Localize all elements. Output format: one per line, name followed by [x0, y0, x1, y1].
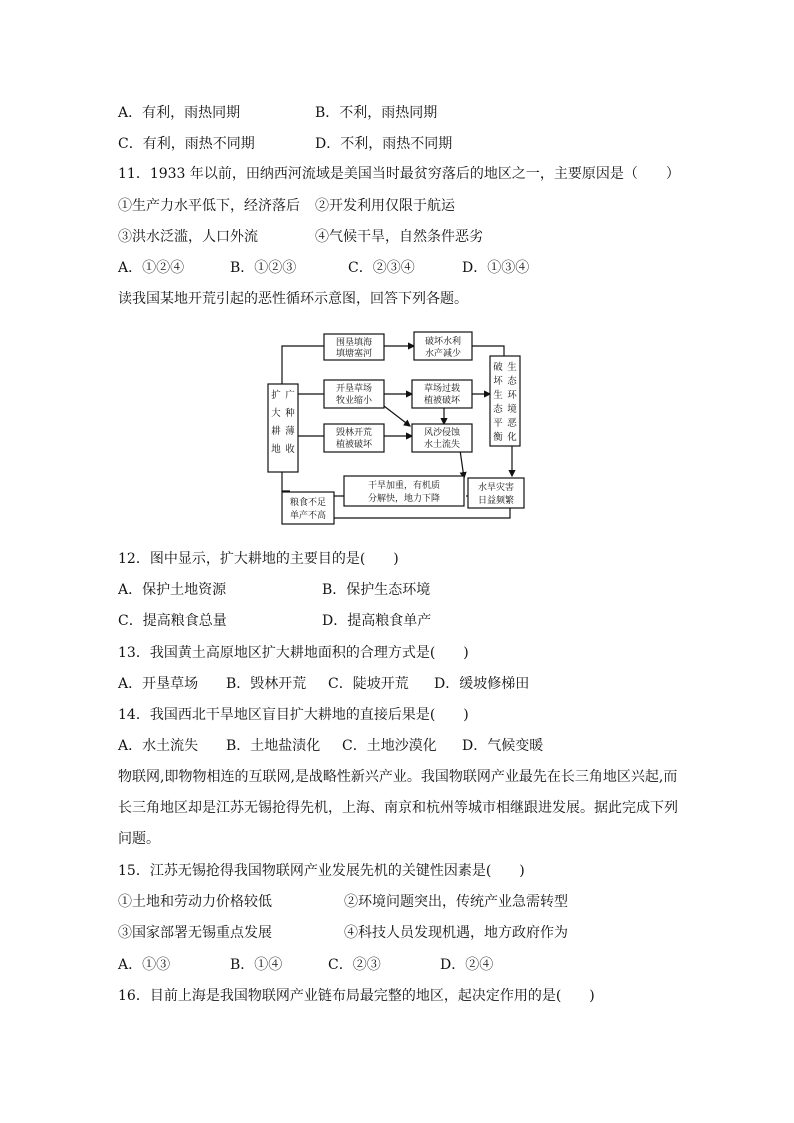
label-disaster-2: 日益频繁 — [477, 496, 515, 506]
q15-option-d: D．②④ — [440, 957, 494, 973]
q11-statement-2: ②开发利用仅限于航运 — [315, 198, 455, 214]
label-disaster-1: 水旱灾害 — [477, 483, 515, 493]
q15-stem: 15．江苏无锡抢得我国物联网产业发展先机的关键性因素是( ) — [118, 863, 525, 879]
label-wind-2: 水土流失 — [423, 440, 461, 450]
q11-statement-4: ④气候干旱，自然条件恶劣 — [315, 229, 483, 245]
label-pasture-1: 开垦草场 — [335, 384, 373, 394]
iot-intro-paragraph: 物联网,即物物相连的互联网,是战略性新兴产业。我国物联网产业最先在长三角地区兴起,而长三角地区却是江苏无锡抢得先机，上海、南京和杭州等城市相继跟进发展。据此完成下列问题。 — [118, 769, 678, 847]
label-reclaim-sea-2: 填塘塞河 — [335, 349, 373, 359]
label-grain-2: 单产不高 — [289, 511, 327, 521]
q13-option-a: A．开垦草场 — [118, 676, 199, 692]
label-eco-8: 态 — [507, 376, 517, 387]
q14-option-a: A．水土流失 — [118, 738, 199, 754]
label-eco-7: 生 — [507, 362, 517, 373]
label-eco-2: 坏 — [493, 376, 503, 387]
q15-statement-4: ④科技人员发现机遇，地方政府作为 — [344, 925, 568, 941]
label-expand-6: 薄 — [285, 426, 295, 437]
label-grain-1: 粮食不足 — [289, 498, 327, 508]
q15-statement-1: ①土地和劳动力价格较低 — [118, 894, 272, 910]
label-expand-5: 耕 — [271, 426, 281, 437]
q10-option-d: D．不利，雨热不同期 — [315, 136, 453, 152]
label-eco-12: 化 — [507, 432, 517, 443]
q10-option-a: A．有利，雨热同期 — [118, 105, 241, 121]
label-forest-2: 植被破坏 — [335, 440, 373, 450]
label-graze-1: 草场过载 — [423, 384, 461, 394]
q14-option-b: B．土地盐渍化 — [226, 738, 321, 754]
q15-option-b: B．①④ — [230, 957, 283, 973]
q12-option-a: A．保护土地资源 — [118, 582, 227, 598]
q13-option-c: C．陡坡开荒 — [328, 676, 409, 692]
q15-statement-3: ③国家部署无锡重点发展 — [118, 925, 272, 941]
label-eco-4: 态 — [493, 404, 503, 415]
label-expand-1: 扩 — [271, 390, 281, 401]
label-pasture-2: 牧业缩小 — [335, 396, 373, 406]
q14-option-d: D．气候变暖 — [462, 738, 544, 754]
label-eco-9: 环 — [507, 390, 517, 401]
label-wind-1: 风沙侵蚀 — [423, 428, 461, 438]
label-expand-3: 大 — [271, 408, 281, 419]
label-forest-1: 毁林开荒 — [335, 428, 373, 438]
label-water-1: 破坏水利 — [424, 337, 462, 347]
label-eco-6: 衡 — [493, 432, 503, 443]
label-eco-3: 生 — [493, 390, 503, 401]
label-expand-4: 种 — [285, 408, 295, 419]
q12-stem: 12．图中显示，扩大耕地的主要目的是( ) — [118, 551, 399, 567]
q11-option-c: C．②③④ — [348, 260, 415, 276]
label-expand-7: 地 — [271, 444, 281, 455]
q11-option-a: A．①②④ — [118, 260, 185, 276]
q11-option-b: B．①②③ — [230, 260, 297, 276]
label-eco-1: 破 — [493, 362, 503, 373]
q12-option-c: C．提高粮食总量 — [118, 613, 227, 629]
q10-option-c: C．有利，雨热不同期 — [118, 136, 255, 152]
q13-stem: 13．我国黄土高原地区扩大耕地面积的合理方式是( ) — [118, 645, 469, 661]
q14-stem: 14．我国西北干旱地区盲目扩大耕地的直接后果是( ) — [118, 707, 469, 723]
q15-statement-2: ②环境问题突出，传统产业急需转型 — [344, 894, 568, 910]
q10-option-b: B．不利，雨热同期 — [315, 105, 438, 121]
q11-option-d: D．①③④ — [462, 260, 530, 276]
q16-stem: 16．目前上海是我国物联网产业链布局最完整的地区，起决定作用的是( ) — [118, 988, 595, 1004]
vicious-cycle-diagram — [264, 326, 534, 532]
q11-stem: 11．1933 年以前，田纳西河流域是美国当时最贫穷落后的地区之一，主要原因是（ ） — [118, 166, 680, 182]
label-eco-5: 平 — [493, 418, 503, 429]
q12-option-d: D．提高粮食单产 — [322, 613, 432, 629]
q14-option-c: C．土地沙漠化 — [342, 738, 437, 754]
q15-option-a: A．①③ — [118, 957, 171, 973]
label-reclaim-sea-1: 围垦填海 — [335, 338, 373, 348]
label-graze-2: 植被破坏 — [423, 396, 461, 406]
q13-option-b: B．毁林开荒 — [226, 676, 307, 692]
label-drought-2: 分解快，地力下降 — [367, 494, 441, 504]
label-expand-2: 广 — [285, 390, 295, 401]
q13-option-d: D．缓坡修梯田 — [434, 676, 530, 692]
label-eco-10: 境 — [507, 404, 517, 415]
label-eco-11: 恶 — [507, 418, 517, 429]
q11-statement-1: ①生产力水平低下，经济落后 — [118, 198, 300, 214]
q15-option-c: C．②③ — [328, 957, 381, 973]
diagram-intro: 读我国某地开荒引起的恶性循环示意图，回答下列各题。 — [118, 291, 468, 307]
q11-statement-3: ③洪水泛滥，人口外流 — [118, 229, 258, 245]
label-drought-1: 干旱加重，有机质 — [367, 481, 441, 491]
label-water-2: 水产减少 — [424, 349, 462, 359]
q12-option-b: B．保护生态环境 — [322, 582, 431, 598]
label-expand-8: 收 — [285, 444, 295, 455]
